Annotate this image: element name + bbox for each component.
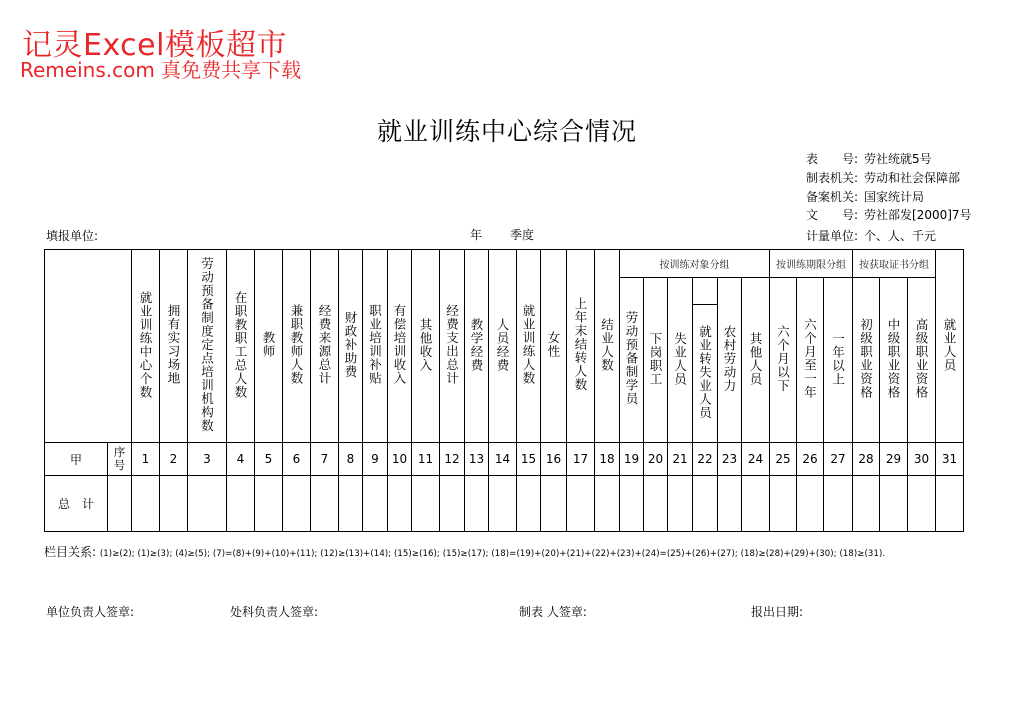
col-header-15: 就业训练人数	[517, 250, 541, 443]
total-cell[interactable]	[283, 476, 311, 532]
total-cell[interactable]	[465, 476, 489, 532]
total-cell[interactable]	[824, 476, 853, 532]
col-header-17: 上年末结转人数	[567, 250, 595, 443]
total-label: 总 计	[45, 476, 108, 532]
col-number-15: 15	[517, 443, 541, 476]
col-number-17: 17	[567, 443, 595, 476]
col-number-5: 5	[255, 443, 283, 476]
total-cell[interactable]	[440, 476, 465, 532]
total-row	[45, 476, 964, 532]
relations-label: 栏目关系:	[44, 545, 97, 559]
group-by-certificate: 按获取证书分组	[853, 250, 936, 278]
section-head-signature: 处科负责人签章:	[230, 605, 319, 619]
total-cell[interactable]	[160, 476, 188, 532]
total-cell[interactable]	[620, 476, 644, 532]
period-year: 年	[470, 228, 483, 242]
watermark-title: 记灵Excel模板超市	[22, 28, 287, 63]
total-cell[interactable]	[517, 476, 541, 532]
total-cell[interactable]	[311, 476, 339, 532]
col-number-26: 26	[797, 443, 824, 476]
col-header-22-top	[693, 278, 718, 305]
col-number-25: 25	[770, 443, 797, 476]
total-cell[interactable]	[880, 476, 908, 532]
col-header-28: 初级职业资格	[853, 278, 880, 443]
col-header-14: 人员经费	[489, 250, 517, 443]
corner-cell	[45, 250, 132, 443]
col-number-30: 30	[908, 443, 936, 476]
col-number-16: 16	[541, 443, 567, 476]
total-cell[interactable]	[797, 476, 824, 532]
col-number-6: 6	[283, 443, 311, 476]
col-header-2: 拥有实习场地	[160, 250, 188, 443]
total-cell[interactable]	[668, 476, 693, 532]
col-header-18: 结业人数	[595, 250, 620, 443]
watermark-subtitle: Remeins.com 真免费共享下载	[20, 58, 302, 82]
total-cell[interactable]	[541, 476, 567, 532]
total-cell[interactable]	[693, 476, 718, 532]
unit-head-signature: 单位负责人签章:	[46, 605, 135, 619]
col-number-23: 23	[718, 443, 742, 476]
total-cell[interactable]	[188, 476, 227, 532]
total-cell[interactable]	[742, 476, 770, 532]
col-number-9: 9	[363, 443, 388, 476]
col-number-4: 4	[227, 443, 255, 476]
total-cell[interactable]	[255, 476, 283, 532]
col-number-14: 14	[489, 443, 517, 476]
col-number-20: 20	[644, 443, 668, 476]
column-relations	[44, 543, 885, 560]
meta-issuing-authority: 制表机关: 劳动和社会保障部	[806, 171, 961, 185]
total-cell[interactable]	[412, 476, 440, 532]
meta-filing-authority: 备案机关: 国家统计局	[806, 190, 925, 204]
col-header-12: 经费支出总计	[440, 250, 465, 443]
total-cell[interactable]	[108, 476, 132, 532]
col-header-7: 经费来源总计	[311, 250, 339, 443]
meta-unit: 计量单位: 个、人、千元	[806, 229, 937, 243]
col-header-24: 其他人员	[742, 278, 770, 443]
col-header-8: 财政补助费	[339, 250, 363, 443]
col-number-28: 28	[853, 443, 880, 476]
total-cell[interactable]	[227, 476, 255, 532]
row-label-seq: 序号	[108, 443, 132, 476]
col-number-3: 3	[188, 443, 227, 476]
col-header-1: 就业训练中心个数	[132, 250, 160, 443]
total-cell[interactable]	[595, 476, 620, 532]
col-number-27: 27	[824, 443, 853, 476]
total-cell[interactable]	[132, 476, 160, 532]
col-number-29: 29	[880, 443, 908, 476]
col-number-18: 18	[595, 443, 620, 476]
total-cell[interactable]	[853, 476, 880, 532]
total-cell[interactable]	[388, 476, 412, 532]
col-header-9: 职业培训补贴	[363, 250, 388, 443]
col-number-13: 13	[465, 443, 489, 476]
col-header-3: 劳动预备制度定点培训机构数	[188, 250, 227, 443]
total-cell[interactable]	[936, 476, 964, 532]
period-quarter: 季度	[510, 228, 535, 242]
col-number-8: 8	[339, 443, 363, 476]
fill-unit-label: 填报单位:	[46, 229, 99, 243]
total-cell[interactable]	[718, 476, 742, 532]
row-label-jia: 甲	[45, 443, 108, 476]
col-number-22: 22	[693, 443, 718, 476]
col-number-24: 24	[742, 443, 770, 476]
col-header-13: 教学经费	[465, 250, 489, 443]
col-header-23: 农村劳动力	[718, 278, 742, 443]
total-cell[interactable]	[489, 476, 517, 532]
col-header-29: 中级职业资格	[880, 278, 908, 443]
total-cell[interactable]	[363, 476, 388, 532]
col-header-30: 高级职业资格	[908, 278, 936, 443]
col-number-31: 31	[936, 443, 964, 476]
col-header-26: 六个月至一年	[797, 278, 824, 443]
col-number-12: 12	[440, 443, 465, 476]
meta-form-number: 表 号: 劳社统就5号	[806, 152, 932, 166]
col-header-11: 其他收入	[412, 250, 440, 443]
col-number-1: 1	[132, 443, 160, 476]
report-date: 报出日期:	[751, 605, 804, 619]
col-header-25: 六个月以下	[770, 278, 797, 443]
col-header-27: 一年以上	[824, 278, 853, 443]
col-header-19: 劳动预备制学员	[620, 278, 644, 443]
col-number-2: 2	[160, 443, 188, 476]
total-cell[interactable]	[567, 476, 595, 532]
col-header-4: 在职教职工总人数	[227, 250, 255, 443]
col-number-7: 7	[311, 443, 339, 476]
col-number-19: 19	[620, 443, 644, 476]
col-header-16: 女性	[541, 250, 567, 443]
total-cell[interactable]	[339, 476, 363, 532]
col-number-11: 11	[412, 443, 440, 476]
total-cell[interactable]	[908, 476, 936, 532]
col-header-22: 就业转失业人员	[693, 305, 718, 443]
col-number-10: 10	[388, 443, 412, 476]
group-by-target: 按训练对象分组	[620, 250, 770, 278]
col-header-10: 有偿培训收入	[388, 250, 412, 443]
meta-document-number: 文 号: 劳社部发[2000]7号	[806, 208, 972, 222]
col-header-20: 下岗职工	[644, 278, 668, 443]
statistics-table	[44, 249, 964, 532]
col-header-5: 教师	[255, 250, 283, 443]
total-cell[interactable]	[770, 476, 797, 532]
col-header-6: 兼职教师人数	[283, 250, 311, 443]
group-by-duration: 按训练期限分组	[770, 250, 853, 278]
maker-signature: 制表 人签章:	[519, 605, 587, 619]
col-number-21: 21	[668, 443, 693, 476]
relations-text: (1)≥(2); (1)≥(3); (4)≥(5); (7)=(8)+(9)+(10)+(11); (12)≥(13)+(14); (15)≥(16); (15)≥(17); (18)=(19)+(20)+(21)+(22)+(23)+(24)=(25)+(26)+(27); (18)≥(28)+(29)+(30); (18)≥(31).	[99, 549, 886, 559]
col-header-21: 失业人员	[668, 278, 693, 443]
page-title: 就业训练中心综合情况	[376, 117, 637, 146]
total-cell[interactable]	[644, 476, 668, 532]
col-header-31: 就业人员	[936, 250, 964, 443]
